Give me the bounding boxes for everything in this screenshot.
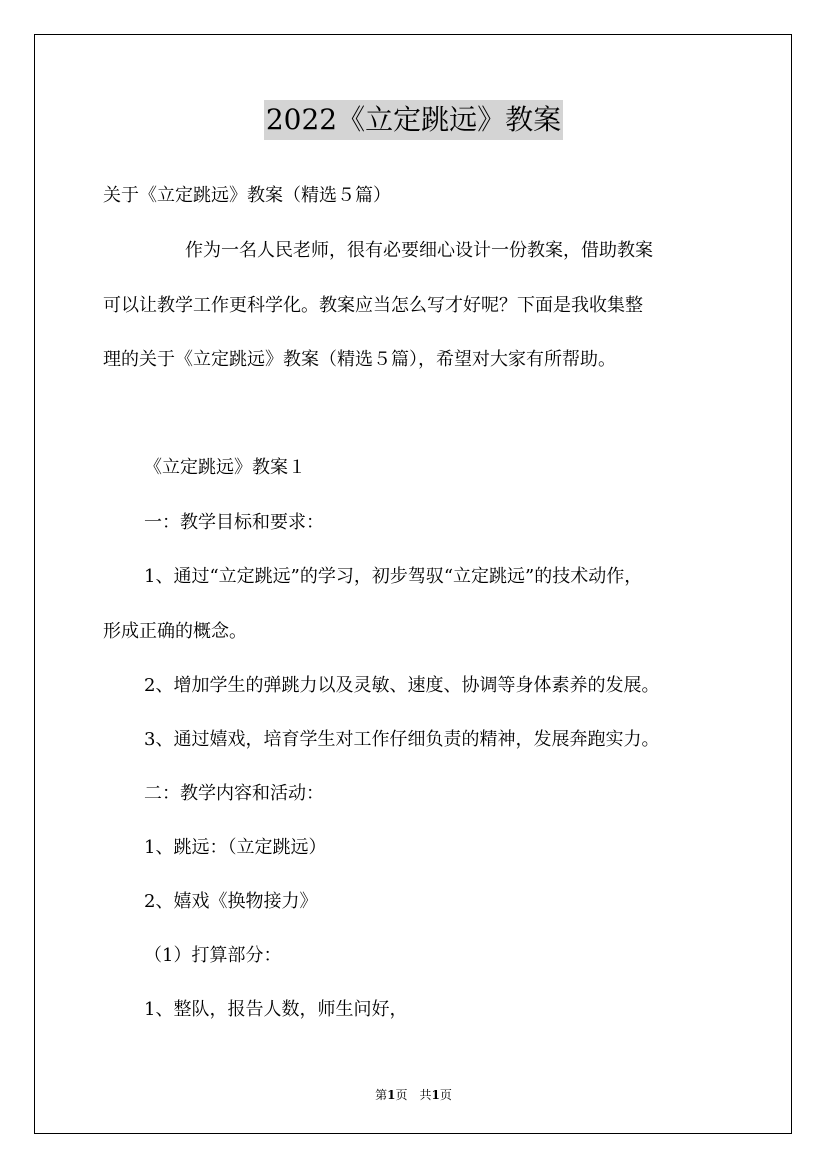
document-title: 2022《立定跳远》教案 [264,100,563,140]
page-footer [0,1086,827,1103]
intro-line-1: 作为一名人民老师，很有必要细心设计一份教案，借助教案 [185,240,653,261]
body-line-2: 1、通过“立定跳远”的学习，初步驾驭“立定跳远”的技术动作， [144,566,643,587]
body-line-6: 二：教学内容和活动： [144,783,324,804]
document-subtitle: 关于《立定跳远》教案（精选５篇） [103,185,391,206]
body-line-8: 2、嬉戏《换物接力》 [144,891,318,912]
section-heading: 《立定跳远》教案１ [144,457,306,478]
body-line-1: 一：教学目标和要求： [144,512,324,533]
page-mid: 页 共 [395,1088,432,1102]
document-title-wrapper [0,100,827,140]
page-current: 1 [387,1088,396,1102]
page-total: 1 [431,1088,440,1102]
body-line-4: 2、增加学生的弹跳力以及灵敏、速度、协调等身体素养的发展。 [144,675,660,696]
body-line-7: 1、跳远：（立定跳远） [144,837,327,858]
intro-line-3: 理的关于《立定跳远》教案（精选５篇），希望对大家有所帮助。 [103,349,616,370]
page-prefix: 第 [375,1088,388,1102]
body-line-9: （1）打算部分： [144,945,282,966]
body-line-5: 3、通过嬉戏，培育学生对工作仔细负责的精神，发展奔跑实力。 [144,729,660,750]
body-line-10: 1、整队，报告人数，师生问好， [144,999,408,1020]
page-suffix: 页 [439,1088,452,1102]
intro-line-2: 可以让教学工作更科学化。教案应当怎么写才好呢？下面是我收集整 [103,295,643,316]
body-line-3: 形成正确的概念。 [103,621,247,642]
